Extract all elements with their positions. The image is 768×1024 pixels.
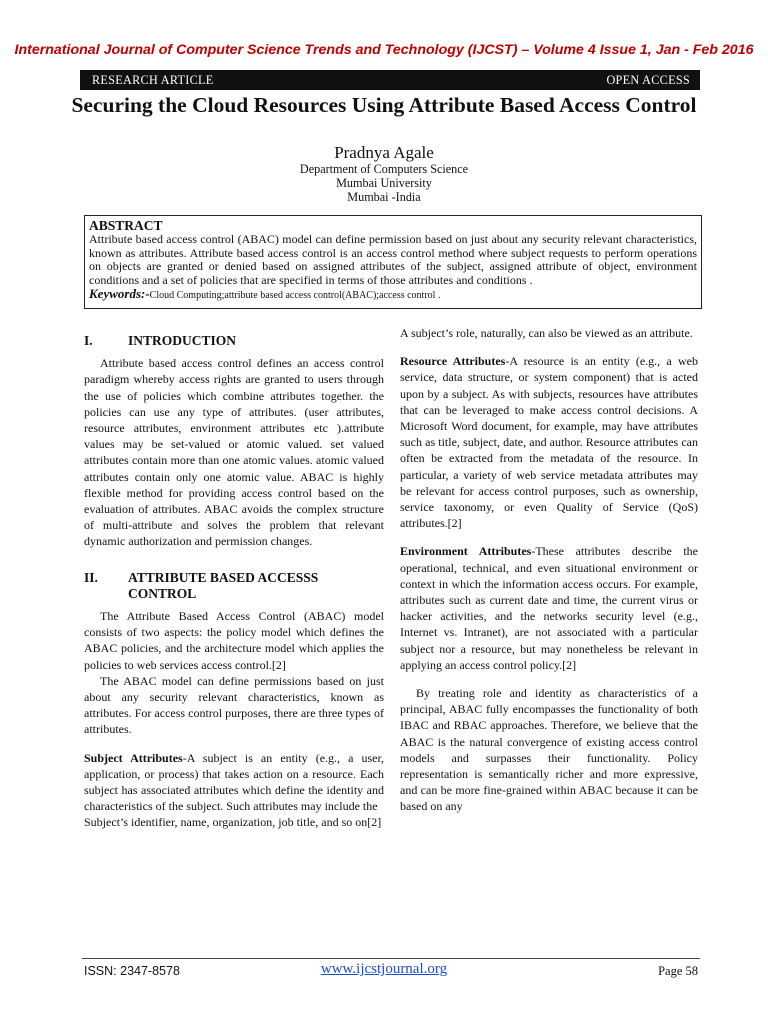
abac-paragraph-1: The Attribute Based Access Control (ABAC) model consists of two aspects: the policy model which defines the ABAC policies, and the architecture model which applies the policies to web services access control.[2] [84, 609, 384, 672]
role-paragraph: A subject’s role, naturally, can also be viewed as an attribute. [400, 326, 693, 340]
author-name: Pradnya Agale [334, 143, 434, 162]
environment-attributes-label: Environment Attributes [400, 544, 532, 559]
affiliation-department: Department of Computers Science [299, 162, 469, 176]
affiliation-location: Mumbai -India [347, 190, 421, 204]
subject-attributes-text: -A subject is an entity (e.g., a user, application, or process) that takes action on a resource. Each subject has associated attributes which define the identity and characteristics of the subject. Such attributes may include the [84, 750, 384, 814]
research-article-tag: RESEARCH ARTICLE [92, 73, 214, 87]
abac-paragraph-2: The ABAC model can define permissions based on just about any security relevant characteristics, known as attributes. For access control purposes, there are three types of attributes. [84, 673, 384, 737]
keywords-label: Keywords:- [89, 286, 150, 302]
open-access-tag: OPEN ACCESS [606, 73, 690, 87]
subject-attributes-paragraph [84, 750, 384, 815]
resource-attributes-text: -A resource is an entity (e.g., a web service, data structure, or system component) that is acted upon by a subject. As with subjects, resources have attributes that can be leveraged to make access control decisions. A Microsoft Word document, for example, may have attributes such as title, subject, date, and author. Resource attributes can often be extracted from the metadata of the resource. In particular, a variety of web service metadata attributes may be relevant for access control purposes, such as ownership, service taxonomy, or even Quality of Service (QoS) attributes.[2] [400, 354, 698, 531]
resource-attributes-label: Resource Attributes [400, 354, 506, 369]
article-banner [80, 70, 700, 90]
journal-website-link[interactable]: www.ijcstjournal.org [320, 961, 448, 977]
subject-attributes-label: Subject Attributes [84, 750, 183, 765]
section-heading-introduction [84, 333, 384, 349]
environment-attributes-paragraph [400, 543, 698, 673]
affiliation-university: Mumbai University [336, 176, 432, 190]
left-column [84, 325, 384, 831]
abstract-box [84, 215, 702, 309]
convergence-paragraph: By treating role and identity as characteristics of a principal, ABAC fully encompasses the functionality of both IBAC and RBAC approaches. Therefore, we believe that the ABAC is the natural convergence of existing access control models and surpasses their functionality. Policy representation is semantically richer and more expressive, and can be more fine-grained within ABAC because it can be based on any [400, 686, 698, 814]
journal-header: International Journal of Computer Science Trends and Technology (IJCST) – Volume 4 Issue 1, Jan - Feb 2016 [14, 42, 754, 58]
page-number: Page 58 [658, 964, 698, 978]
abstract-body: Attribute based access control (ABAC) model can define permission based on just about any security relevant characteristics, known as attributes. Attribute based access control is an access control method where subject requests to perform operations on objects are granted or denied based on assigned attributes of the subject, assigned attribute of object, environment conditions and a set of policies that are specified in terms of those attributes and conditions . [89, 232, 697, 287]
right-column [400, 325, 698, 815]
paper-title: Securing the Cloud Resources Using Attribute Based Access Control [71, 93, 697, 117]
keywords-line [89, 287, 697, 303]
introduction-paragraph: Attribute based access control defines an access control paradigm whereby access rights are granted to users through the use of policies which combine attributes together. the policies can use any type of attributes. (user attributes, resource attributes, environment attributes etc ).attribute values may be set-valued or atomic valued. set valued attributes contain more than one atomic values. atomic valued attributes contain only one atomic value. ABAC is highly flexible method for providing access control based on the evaluation of attributes. ABAC avoids the complex structure of multi-attribute and solves the problem that relevant dynamic authorization and permission changes. [84, 356, 384, 549]
footer-divider [82, 958, 700, 959]
section-number: I. [84, 333, 93, 348]
section-number: II. [84, 569, 98, 585]
section-title: ATTRIBUTE BASED ACCESSS CONTROL [128, 569, 319, 601]
environment-attributes-text: -These attributes describe the operational, technical, and even situational environment or context in which the information access occurs. For example, attributes such as current date and time, the current virus or hacker activities, and the networks security level (e.g., Internet vs. Intranet), are not associated with a particular subject nor a resource, but may nonetheless be relevant in applying an access control policy.[2] [400, 544, 698, 672]
keywords-text: Cloud Computing;attribute based access control(ABAC);access control . [149, 290, 441, 302]
issn-number: ISSN: 2347-8578 [84, 964, 180, 978]
subject-attributes-continued: Subject’s identifier, name, organization, job title, and so on[2] [84, 815, 382, 830]
abstract-heading: ABSTRACT [89, 218, 163, 233]
section-title: INTRODUCTION [128, 333, 237, 348]
section-heading-abac [84, 570, 384, 602]
resource-attributes-paragraph [400, 353, 698, 531]
